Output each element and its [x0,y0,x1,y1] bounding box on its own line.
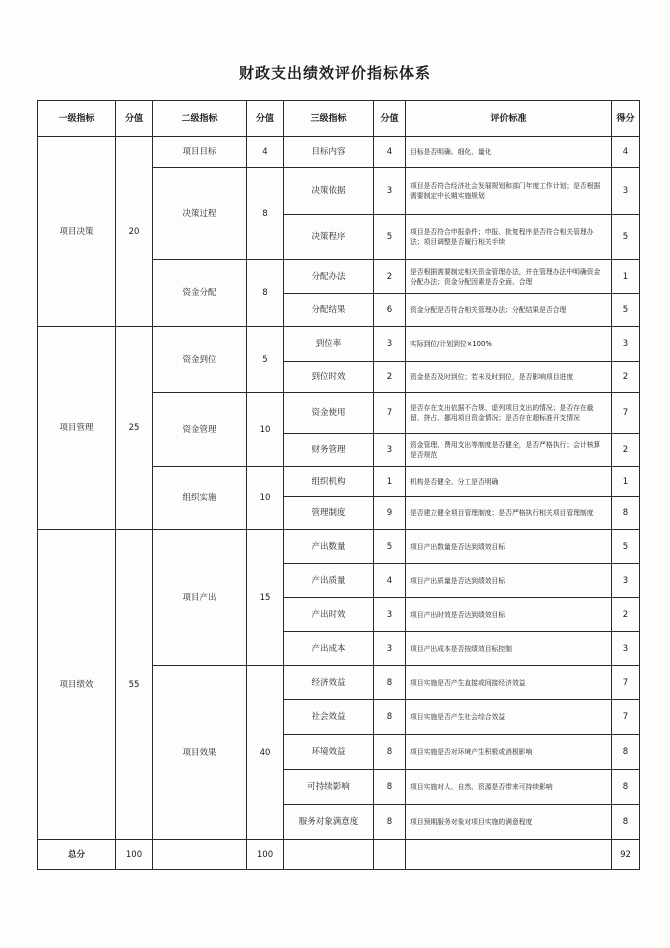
criteria-cell: 是否建立健全项目管理制度；是否严格执行相关项目管理制度 [406,497,612,530]
got-score-cell: 2 [612,598,640,632]
total-got: 92 [612,840,640,870]
got-score-cell: 5 [612,530,640,564]
level3-score-cell: 3 [374,598,406,632]
level2-cell: 项目效果 [153,666,247,840]
got-score-cell: 5 [612,215,640,260]
level2-score-cell: 8 [247,168,284,260]
level1-cell: 项目绩效 [38,530,116,840]
level2-cell: 资金管理 [153,393,247,467]
total-score2: 100 [247,840,284,870]
criteria-cell: 资金分配是否符合相关管理办法；分配结果是否合理 [406,294,612,327]
level2-cell: 项目目标 [153,137,247,168]
level3-cell: 产出质量 [284,564,374,598]
level3-cell: 财务管理 [284,434,374,467]
total-empty-level3 [284,840,374,870]
criteria-cell: 目标是否明确、细化、量化 [406,137,612,168]
header-level1: 一级指标 [38,101,116,137]
header-score1: 分值 [116,101,153,137]
total-row [38,840,640,870]
evaluation-index-table [37,100,640,870]
level2-cell: 组织实施 [153,467,247,530]
level3-cell: 管理制度 [284,497,374,530]
level3-score-cell: 4 [374,564,406,598]
level3-score-cell: 8 [374,735,406,770]
level3-cell: 产出时效 [284,598,374,632]
level3-score-cell: 4 [374,137,406,168]
total-label: 总分 [38,840,116,870]
total-empty-score3 [374,840,406,870]
header-level2: 二级指标 [153,101,247,137]
level2-score-cell: 4 [247,137,284,168]
got-score-cell: 8 [612,497,640,530]
level3-score-cell: 5 [374,215,406,260]
level3-cell: 社会效益 [284,700,374,735]
level3-cell: 可持续影响 [284,770,374,805]
level1-score-cell: 25 [116,327,153,530]
got-score-cell: 5 [612,294,640,327]
level3-cell: 到位率 [284,327,374,362]
level3-score-cell: 8 [374,805,406,840]
level3-cell: 分配办法 [284,260,374,294]
level3-score-cell: 3 [374,434,406,467]
criteria-cell: 项目实施是否对环境产生积极或消极影响 [406,735,612,770]
criteria-cell: 项目产出成本是否按绩效目标控制 [406,632,612,666]
level3-cell: 到位时效 [284,362,374,393]
level3-score-cell: 6 [374,294,406,327]
got-score-cell: 8 [612,770,640,805]
level3-cell: 环境效益 [284,735,374,770]
level3-cell: 组织机构 [284,467,374,497]
criteria-cell: 机构是否健全、分工是否明确 [406,467,612,497]
level3-score-cell: 3 [374,327,406,362]
page-title: 财政支出绩效评价指标体系 [238,64,431,82]
criteria-cell: 项目产出数量是否达到绩效目标 [406,530,612,564]
level3-score-cell: 8 [374,666,406,700]
got-score-cell: 1 [612,260,640,294]
level1-cell: 项目决策 [38,137,116,327]
level3-score-cell: 3 [374,632,406,666]
level2-cell: 项目产出 [153,530,247,666]
level3-cell: 经济效益 [284,666,374,700]
table-header-row [38,101,640,137]
level1-score-cell: 55 [116,530,153,840]
level1-score-cell: 20 [116,137,153,327]
got-score-cell: 7 [612,393,640,434]
criteria-cell: 资金是否及时到位；若未及时到位，是否影响项目进度 [406,362,612,393]
level3-score-cell: 9 [374,497,406,530]
got-score-cell: 4 [612,137,640,168]
level3-cell: 决策程序 [284,215,374,260]
level3-score-cell: 8 [374,700,406,735]
level2-score-cell: 40 [247,666,284,840]
level3-cell: 决策依据 [284,168,374,215]
header-level3: 三级指标 [284,101,374,137]
criteria-cell: 项目是否符合申报条件；申报、批复程序是否符合相关管理办法；项目调整是否履行相关手续 [406,215,612,260]
level2-cell: 资金分配 [153,260,247,327]
criteria-cell: 项目预期服务对象对项目实施的满意程度 [406,805,612,840]
level3-cell: 产出数量 [284,530,374,564]
level3-score-cell: 3 [374,168,406,215]
got-score-cell: 1 [612,467,640,497]
criteria-cell: 项目是否符合经济社会发展规划和部门年度工作计划；是否根据需要制定中长期实施规划 [406,168,612,215]
level3-score-cell: 2 [374,260,406,294]
got-score-cell: 7 [612,700,640,735]
level3-cell: 资金使用 [284,393,374,434]
level2-cell: 决策过程 [153,168,247,260]
level2-score-cell: 5 [247,327,284,393]
total-score1: 100 [116,840,153,870]
level2-score-cell: 15 [247,530,284,666]
level3-cell: 目标内容 [284,137,374,168]
table-row [38,530,640,564]
got-score-cell: 8 [612,735,640,770]
level3-score-cell: 7 [374,393,406,434]
level2-cell: 资金到位 [153,327,247,393]
got-score-cell: 8 [612,805,640,840]
got-score-cell: 3 [612,168,640,215]
criteria-cell: 项目实施对人、自然、资源是否带来可持续影响 [406,770,612,805]
got-score-cell: 3 [612,564,640,598]
header-score2: 分值 [247,101,284,137]
got-score-cell: 3 [612,327,640,362]
level2-score-cell: 10 [247,467,284,530]
level2-score-cell: 8 [247,260,284,327]
level3-cell: 分配结果 [284,294,374,327]
criteria-cell: 项目实施是否产生社会综合效益 [406,700,612,735]
level1-cell: 项目管理 [38,327,116,530]
criteria-cell: 是否存在支出依据不合规、虚列项目支出的情况；是否存在截留、挤占、挪用项目资金情况；是否存在超标准开支情况 [406,393,612,434]
table-row [38,327,640,362]
criteria-cell: 项目实施是否产生直接或间接经济效益 [406,666,612,700]
got-score-cell: 3 [612,632,640,666]
criteria-cell: 资金管理、费用支出等制度是否健全，是否严格执行；会计核算是否规范 [406,434,612,467]
criteria-cell: 项目产出时效是否达到绩效目标 [406,598,612,632]
header-got: 得分 [612,101,640,137]
level3-score-cell: 8 [374,770,406,805]
total-empty-criteria [406,840,612,870]
table-row [38,137,640,168]
level3-score-cell: 1 [374,467,406,497]
criteria-cell: 实际到位/计划到位×100% [406,327,612,362]
got-score-cell: 2 [612,434,640,467]
level3-score-cell: 5 [374,530,406,564]
level3-score-cell: 2 [374,362,406,393]
level2-score-cell: 10 [247,393,284,467]
level3-cell: 产出成本 [284,632,374,666]
criteria-cell: 项目产出质量是否达到绩效目标 [406,564,612,598]
level3-cell: 服务对象满意度 [284,805,374,840]
criteria-cell: 是否根据需要制定相关资金管理办法，并在管理办法中明确资金分配办法；资金分配因素是否全面、合理 [406,260,612,294]
got-score-cell: 7 [612,666,640,700]
header-score3: 分值 [374,101,406,137]
header-criteria: 评价标准 [406,101,612,137]
total-empty-level2 [153,840,247,870]
got-score-cell: 2 [612,362,640,393]
